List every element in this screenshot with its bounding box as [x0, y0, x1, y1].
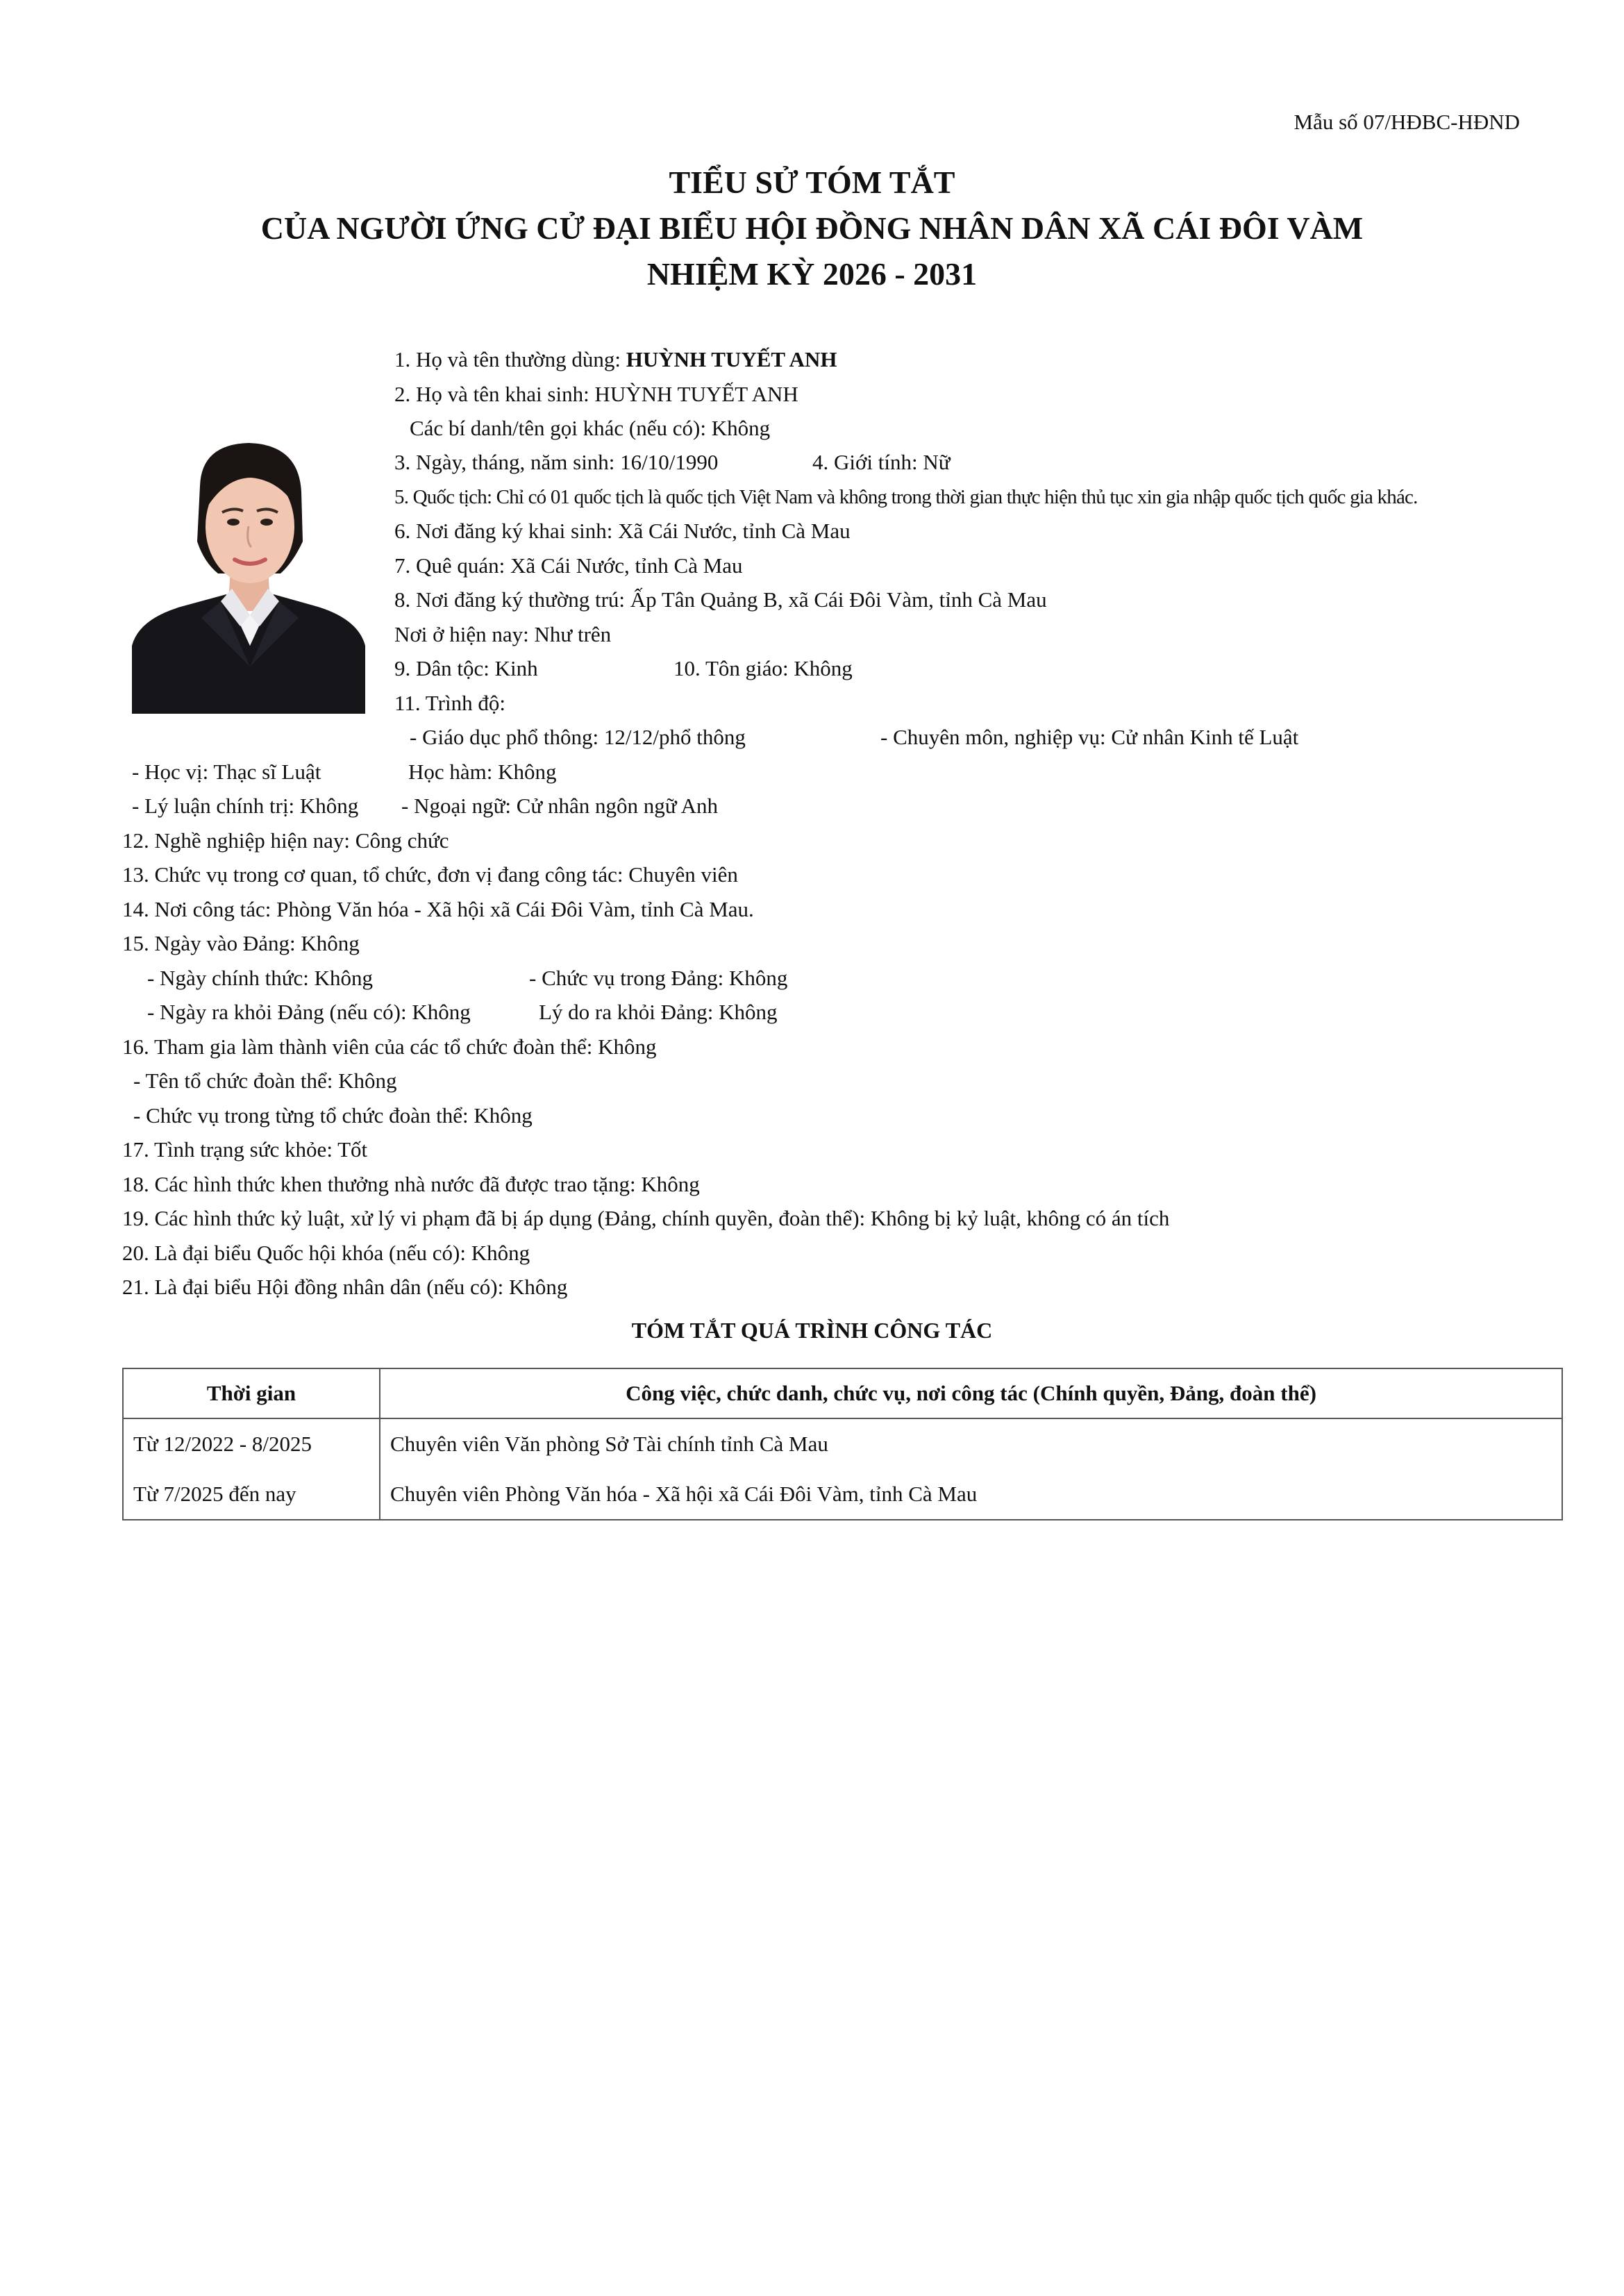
- religion: 10. Tôn giáo: Không: [673, 656, 853, 680]
- nationality: 5. Quốc tịch: Chỉ có 01 quốc tịch là quốc tịch Việt Nam và không trong thời gian thực hiện thủ tục xin gia nhập quốc tịch quốc gia khác.: [394, 486, 1418, 508]
- national-assembly: 20. Là đại biểu Quốc hội khóa (nếu có): Không: [122, 1241, 530, 1265]
- party-position: - Chức vụ trong Đảng: Không: [529, 966, 788, 990]
- occupation: 12. Nghề nghiệp hiện nay: Công chức: [122, 828, 449, 853]
- current-residence: Nơi ở hiện nay: Như trên: [394, 622, 612, 646]
- people-council: 21. Là đại biểu Hội đồng nhân dân (nếu có): Không: [122, 1275, 568, 1299]
- work-history-title: TÓM TẮT QUÁ TRÌNH CÔNG TÁC: [631, 1318, 993, 1343]
- general-education: - Giáo dục phổ thông: 12/12/phổ thông: [410, 725, 746, 749]
- ethnicity: 9. Dân tộc: Kinh: [394, 656, 538, 680]
- party-leave: - Ngày ra khỏi Đảng (nếu có): Không: [147, 1000, 471, 1024]
- header-description: Công việc, chức danh, chức vụ, nơi công tác (Chính quyền, Đảng, đoàn thể): [380, 1368, 1562, 1418]
- discipline: 19. Các hình thức kỷ luật, xử lý vi phạm đã bị áp dụng (Đảng, chính quyền, đoàn thể): Không bị kỷ luật, không có án tích: [122, 1206, 1170, 1230]
- health: 17. Tình trạng sức khỏe: Tốt: [122, 1137, 368, 1162]
- candidate-photo: [132, 437, 365, 714]
- academic-title: Học hàm: Không: [408, 760, 557, 784]
- form-code: Mẫu số 07/HĐBC-HĐND: [1294, 110, 1520, 134]
- title-line-2: CỦA NGƯỜI ỨNG CỬ ĐẠI BIỂU HỘI ĐỒNG NHÂN DÂN XÃ CÁI ĐÔI VÀM: [260, 210, 1364, 246]
- birth-name: 2. Họ và tên khai sinh: HUỲNH TUYẾT ANH: [394, 382, 798, 406]
- specialization: - Chuyên môn, nghiệp vụ: Cử nhân Kinh tế Luật: [880, 725, 1299, 749]
- awards: 18. Các hình thức khen thưởng nhà nước đã được trao tặng: Không: [122, 1172, 700, 1196]
- header-time: Thời gian: [123, 1368, 380, 1418]
- permanent-residence: 8. Nơi đăng ký thường trú: Ấp Tân Quảng B, xã Cái Đôi Vàm, tỉnh Cà Mau: [394, 587, 1047, 612]
- party-join: 15. Ngày vào Đảng: Không: [122, 931, 360, 955]
- document-title: [0, 160, 1624, 297]
- birth-date: 3. Ngày, tháng, năm sinh: 16/10/1990: [394, 450, 719, 474]
- education-heading: 11. Trình độ:: [394, 691, 505, 715]
- aliases: Các bí danh/tên gọi khác (nếu có): Không: [410, 416, 771, 440]
- table-row: [123, 1418, 1562, 1469]
- organization-positions: - Chức vụ trong từng tổ chức đoàn thể: Không: [133, 1103, 533, 1128]
- hometown: 7. Quê quán: Xã Cái Nước, tỉnh Cà Mau: [394, 553, 743, 578]
- political-theory: - Lý luận chính trị: Không: [132, 794, 359, 818]
- position: 13. Chức vụ trong cơ quan, tổ chức, đơn vị đang công tác: Chuyên viên: [122, 862, 738, 887]
- row-description: Chuyên viên Phòng Văn hóa - Xã hội xã Cái Đôi Vàm, tỉnh Cà Mau: [380, 1469, 1562, 1520]
- party-official: - Ngày chính thức: Không: [147, 966, 374, 990]
- party-leave-reason: Lý do ra khỏi Đảng: Không: [539, 1000, 778, 1024]
- degree: - Học vị: Thạc sĩ Luật: [132, 760, 321, 784]
- title-line-1: TIỂU SỬ TÓM TẮT: [669, 165, 955, 200]
- table-header-row: [123, 1368, 1562, 1418]
- full-name-line: [394, 346, 837, 374]
- organizations: 16. Tham gia làm thành viên của các tổ chức đoàn thể: Không: [122, 1034, 657, 1059]
- row-time: Từ 12/2022 - 8/2025: [123, 1418, 380, 1469]
- full-name-value: HUỲNH TUYẾT ANH: [626, 347, 837, 371]
- organization-names: - Tên tổ chức đoàn thể: Không: [133, 1069, 397, 1093]
- foreign-language: - Ngoại ngữ: Cử nhân ngôn ngữ Anh: [401, 794, 718, 818]
- title-line-3: NHIỆM KỲ 2026 - 2031: [646, 256, 978, 292]
- row-description: Chuyên viên Văn phòng Sở Tài chính tỉnh Cà Mau: [380, 1418, 1562, 1469]
- table-row: [123, 1469, 1562, 1520]
- birth-registration: 6. Nơi đăng ký khai sinh: Xã Cái Nước, tỉnh Cà Mau: [394, 519, 851, 543]
- workplace: 14. Nơi công tác: Phòng Văn hóa - Xã hội xã Cái Đôi Vàm, tỉnh Cà Mau.: [122, 897, 754, 921]
- row-time: Từ 7/2025 đến nay: [123, 1469, 380, 1520]
- work-history-table: [122, 1368, 1563, 1520]
- gender: 4. Giới tính: Nữ: [812, 450, 951, 474]
- full-name-label: 1. Họ và tên thường dùng:: [394, 347, 626, 371]
